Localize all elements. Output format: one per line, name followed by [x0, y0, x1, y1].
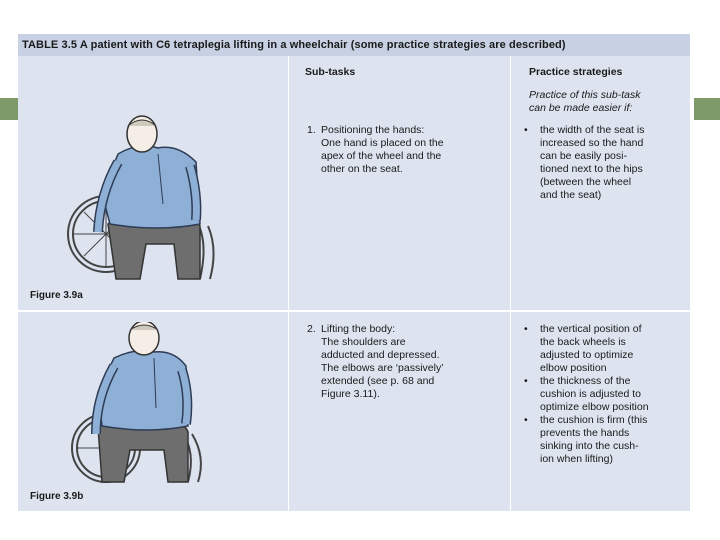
column-divider-left [288, 56, 289, 511]
strategy-item: • the width of the seat is increased so the hand can be easily posi- tioned next to the hips (between the wheel and the seat) [524, 124, 645, 201]
strategies-2 [524, 323, 649, 466]
bullet-icon: • [524, 414, 528, 426]
strategies-intro: Practice of this sub-task can be made easier if: [529, 89, 641, 114]
strategy-item: • the thickness of the cushion is adjusted to optimize elbow position [524, 375, 649, 413]
strategy-item: • the vertical position of the back wheels is adjusted to optimize elbow position [524, 323, 642, 374]
subtask-text: Lifting the body: The shoulders are adducted and depressed. The elbows are ‘passively’ extended (see p. 68 and Figure 3.11). [321, 323, 444, 400]
subtask-2 [307, 323, 444, 401]
bullet-icon: • [524, 323, 528, 335]
subtask-number: 2. [307, 323, 316, 335]
bullet-icon: • [524, 375, 528, 387]
subtask-text: Positioning the hands: One hand is placed on the apex of the wheel and the other on the seat. [321, 124, 444, 175]
strategies-1 [524, 124, 644, 202]
figure-3-9b-illustration [58, 322, 258, 497]
table-title: TABLE 3.5 A patient with C6 tetraplegia lifting in a wheelchair (some practice strategies are described) [18, 34, 690, 56]
row-divider [18, 310, 690, 312]
strategy-item: • the cushion is firm (this prevents the hands sinking into the cush- ion when lifting) [524, 414, 648, 465]
column-header-strategies: Practice strategies [529, 66, 623, 78]
figure-label-3-9a: Figure 3.9a [30, 290, 83, 301]
figure-3-9a-illustration [58, 114, 258, 289]
bullet-icon: • [524, 124, 528, 136]
column-divider-right [510, 56, 511, 511]
subtask-number: 1. [307, 124, 316, 136]
decorative-bar-right [694, 98, 720, 120]
column-header-subtasks: Sub-tasks [305, 66, 356, 78]
figure-label-3-9b: Figure 3.9b [30, 491, 84, 502]
practice-table [18, 34, 690, 511]
subtask-1 [307, 124, 444, 176]
